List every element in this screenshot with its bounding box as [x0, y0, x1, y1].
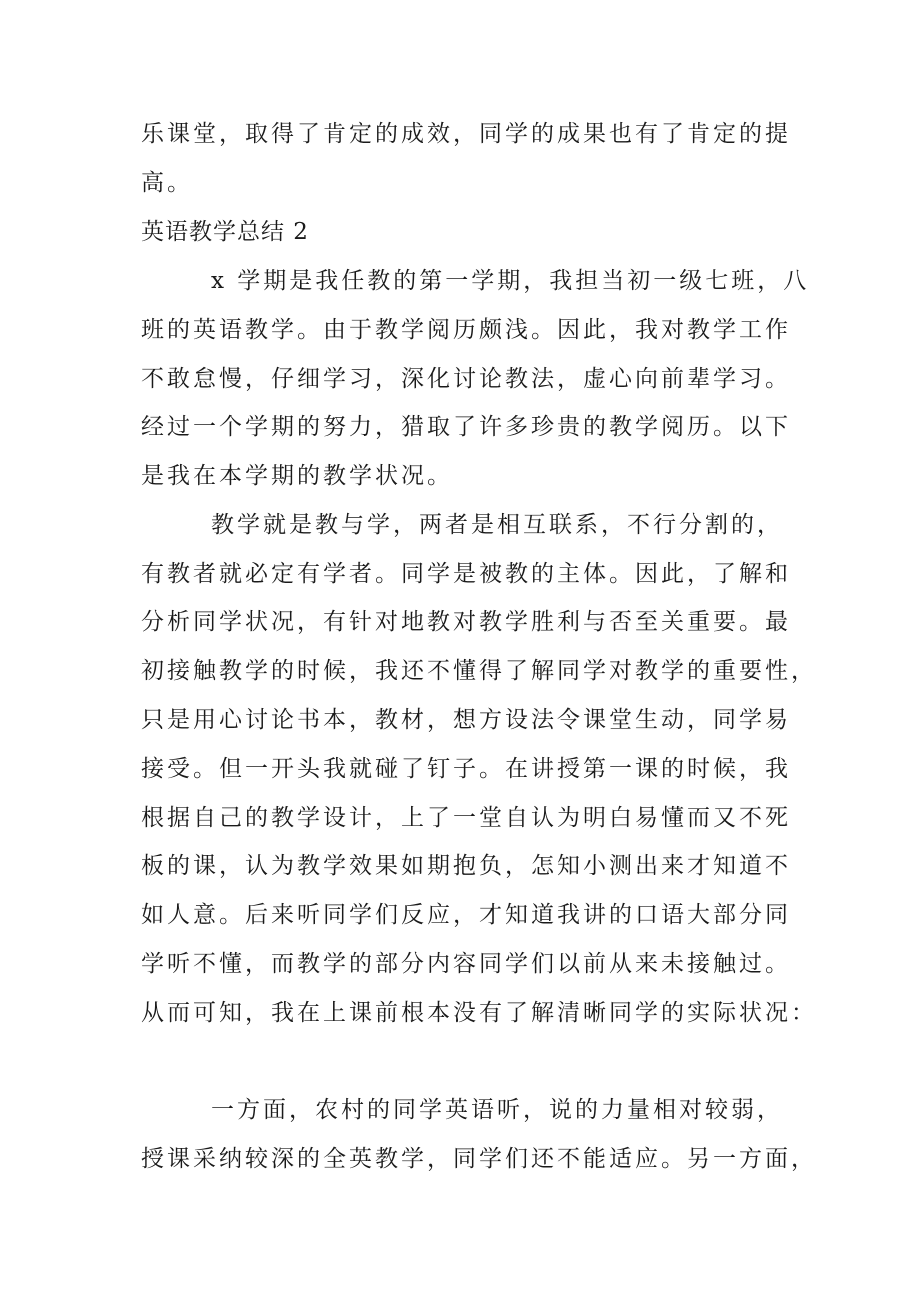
paragraph-2-line-9: 如人意。后来听同学们反应，才知道我讲的口语大部分同 [141, 902, 791, 928]
paragraph-3-line-1: 一方面，农村的同学英语听，说的力量相对较弱， [211, 1097, 783, 1123]
paragraph-2-line-4: 初接触教学的时候，我还不懂得了解同学对教学的重要性， [141, 658, 817, 684]
paragraph-2-line-1: 教学就是教与学，两者是相互联系，不行分割的， [211, 512, 783, 538]
paragraph-2-line-8: 板的课，认为教学效果如期抱负，怎知小测出来才知道不 [141, 853, 791, 879]
paragraph-2-line-3: 分析同学状况，有针对地教对教学胜利与否至关重要。最 [141, 609, 791, 635]
paragraph-2-line-5: 只是用心讨论书本，教材，想方设法令课堂生动，同学易 [141, 707, 791, 733]
paragraph-2-line-6: 接受。但一开头我就碰了钉子。在讲授第一课的时候，我 [141, 756, 791, 782]
paragraph-1-line-1: x 学期是我任教的第一学期，我担当初一级七班，八 [211, 268, 810, 294]
paragraph-1-line-4: 经过一个学期的努力，猎取了许多珍贵的教学阅历。以下 [141, 414, 791, 440]
paragraph-3-line-2: 授课采纳较深的全英教学，同学们还不能适应。另一方面， [141, 1146, 817, 1172]
paragraph-2-line-2: 有教者就必定有学者。同学是被教的主体。因此，了解和 [141, 561, 791, 587]
paragraph-2-line-7: 根据自己的教学设计，上了一堂自认为明白易懂而又不死 [141, 805, 791, 831]
paragraph-1-line-5: 是我在本学期的教学状况。 [141, 463, 453, 489]
paragraph-2-line-10: 学听不懂，而教学的部分内容同学们以前从来未接触过。 [141, 951, 791, 977]
paragraph-1-line-3: 不敢怠慢，仔细学习，深化讨论教法，虚心向前辈学习。 [141, 366, 791, 392]
paragraph-1-line-2: 班的英语教学。由于教学阅历颇浅。因此，我对教学工作 [141, 317, 791, 343]
paragraph-2-line-11: 从而可知，我在上课前根本没有了解清晰同学的实际状况： [141, 1000, 817, 1026]
continuation-line-2: 高。 [141, 170, 193, 196]
section-heading: 英语教学总结 2 [141, 219, 309, 245]
continuation-line-1: 乐课堂，取得了肯定的成效，同学的成果也有了肯定的提 [141, 121, 791, 147]
